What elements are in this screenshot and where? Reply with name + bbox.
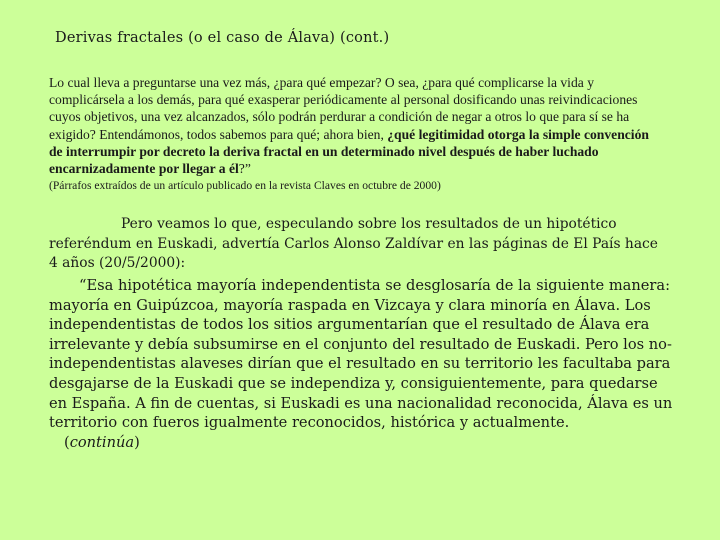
quote-bold: ¿qué legitimidad otorga la simple convención de interrumpir por decreto la deriva fractal en un determinado nivel después de haber luchado encarnizadamente por llegar a él — [49, 126, 649, 177]
continua-text: continúa — [69, 434, 135, 451]
paragraph-intro — [49, 215, 669, 274]
continua-note — [64, 434, 140, 451]
quote-intro: Lo cual lleva a preguntarse una vez más, ¿para qué empezar? O sea, ¿para qué complicarse la vida y complicársela a los demás, para qué exasperar periódicamente al personal dosificando unas reivindicaciones cuyos objetivos, una vez alcanzados, sólo podrán perdurar a condición de negar a otros lo que para sí se ha exigido? Entendámonos, todos sabemos para qué; ahora bien, — [49, 75, 638, 142]
paragraph-quote-text: “Esa hipotética mayoría independentista se desglosaría de la siguiente manera: mayoría en Guipúzcoa, mayoría raspada en Vizcaya y clara minoría en Álava. Los independentistas de todos los sitios argumentarían que el resultado de Álava era irrelevante y debía subsumirse en el conjunto del resultado de Euskadi. Pero los no-independentistas alaveses dirían que el resultado en su territorio les facultaba para desgajarse de la Euskadi que se independiza y, consiguientemente, para quedarse en España. A fin de cuentas, si Euskadi es una nacionalidad reconocida, Álava es un territorio con fueros igualmente reconocidos, histórica y actualmente. — [49, 277, 673, 432]
slide-title: Derivas fractales (o el caso de Álava) (cont.) — [55, 30, 390, 46]
quote-paragraph — [49, 74, 655, 177]
paragraph-quote — [49, 276, 679, 433]
continua-open: ( — [64, 434, 70, 451]
continua-close: ) — [134, 434, 140, 451]
paragraph-intro-text: Pero veamos lo que, especulando sobre los resultados de un hipotético referéndum en Euskadi, advertía Carlos Alonso Zaldívar en las páginas de El País hace 4 años (20/5/2000): — [49, 216, 658, 271]
quote-end: ?” — [238, 161, 251, 177]
source-note: (Párrafos extraídos de un artículo publicado en la revista Claves en octubre de 2000) — [49, 179, 441, 192]
